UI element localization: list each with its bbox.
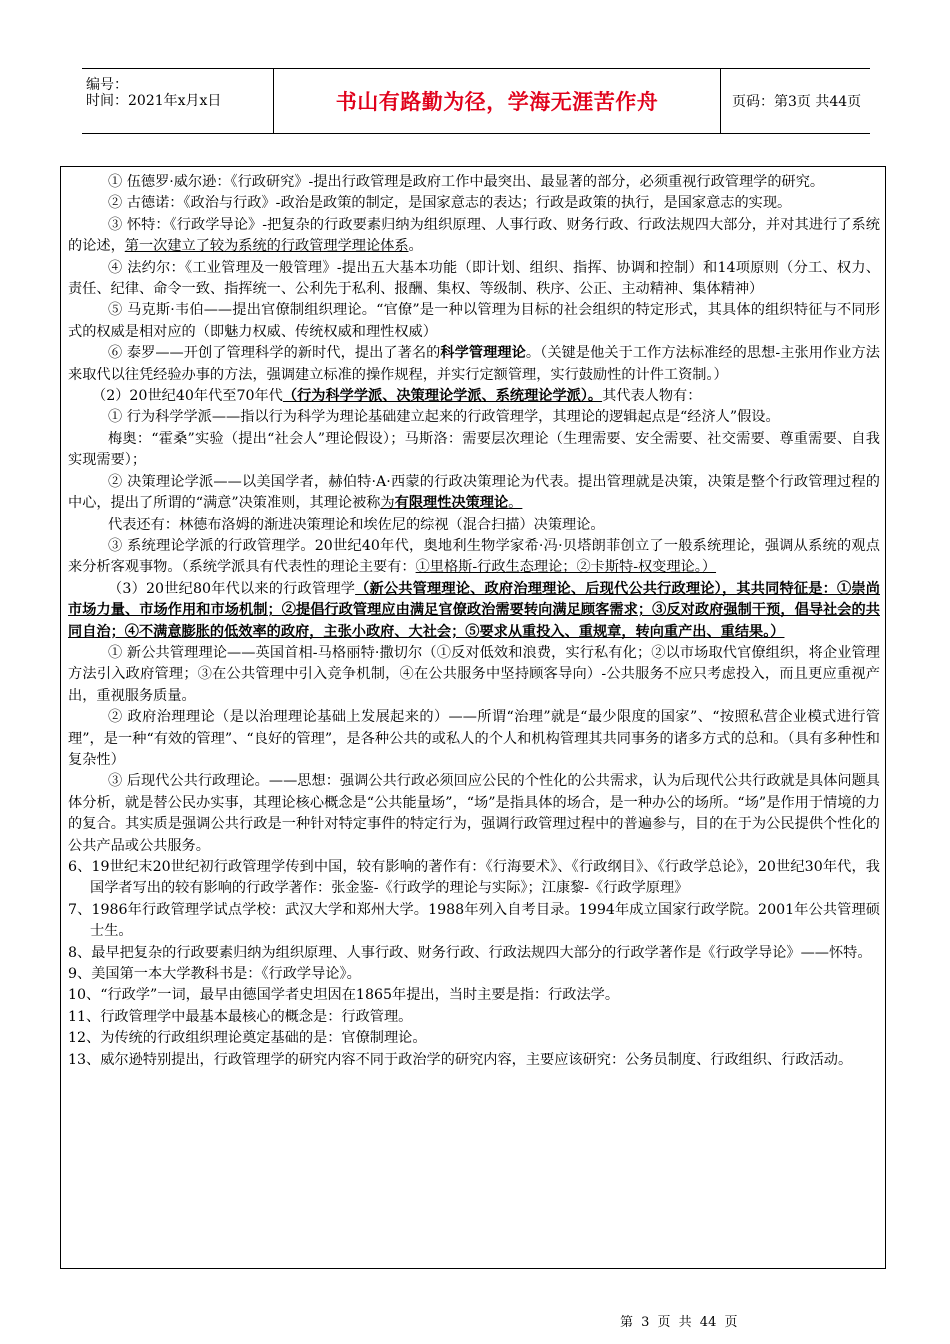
paragraph-fayol: ④ 法约尔：《工业管理及一般管理》-提出五大基本功能（即计划、组织、指挥、协调和控制）和14项原则（分工、权力、责任、纪律、命令一致、指挥统一、公利先于私利、报酬、集权、等级制、秩序、公正、主动精神、集体精神） bbox=[68, 259, 880, 298]
paragraph-white bbox=[68, 215, 880, 258]
header-meta bbox=[82, 69, 274, 133]
list-item-12: 12、为传统的行政组织理论奠定基础的是：官僚制理论。 bbox=[68, 1030, 427, 1047]
bold-underlined-text: 有限理性决策理论 bbox=[394, 495, 509, 512]
paragraph-era-2 bbox=[68, 386, 880, 407]
paragraph-goodnow: ② 古德诺：《政治与行政》-政治是政策的制定，是国家意志的表达；行政是政策的执行，是国家意志的实现。 bbox=[108, 195, 792, 212]
list-item-8: 8、最早把复杂的行政要素归纳为组织原理、人事行政、财务行政、行政法规四大部分的行政学著作是《行政学导论》——怀特。 bbox=[68, 944, 872, 961]
text-run: ② 决策理论学派——以美国学者，赫伯特·A·西蒙的行政决策理论为代表。提出管理就是决策，决策是整个行政管理过程的中心，提出了所谓的“满意”决策准则，其理论被称 bbox=[68, 473, 880, 512]
paragraph-decision bbox=[68, 472, 880, 515]
paragraph-decision-others: 代表还有：林德布洛姆的渐进决策理论和埃佐尼的综视（混合扫描）决策理论。 bbox=[108, 516, 605, 533]
paragraph-postmodern: ③ 后现代公共行政理论。——思想：强调公共行政必须回应公民的个性化的公共需求，认为后现代公共行政就是具体问题具体分析，就是替公民办实事，其理论核心概念是“公共能量场”，“场”是指具体的场合，是一种办公的场所。“场”是作用于情境的力的复合。其实质是强调公共行政是一种针对特定事件的特定行为，强调行政管理过程中的普遍参与，目的在于为公民提供个性化的公共产品或公共服务。 bbox=[68, 773, 880, 854]
text-run: ③ 系统理论学派的行政管理学。20世纪40年代，奥地利生物学家希·冯·贝塔朗菲创立了一般系统理论，强调从系统的观点来分析客观事物。（系统学派具有代表性的理论主要有： bbox=[68, 537, 880, 576]
text-run: 。 bbox=[408, 238, 423, 255]
text-run: 。（关键是他关于工作方法标准经的思想-主张用作业方法来取代以往凭经验办事的方法，强调建立标准的操作规程，并实行定额管理，实行鼓励性的计件工资制。） bbox=[68, 345, 880, 383]
paragraph-behavioral: ① 行为科学学派——指以行为科学为理论基础建立起来的行政管理学，其理论的逻辑起点是“经济人”假设。 bbox=[108, 409, 780, 426]
paragraph-npm: ① 新公共管理理论——英国首相-马格丽特·撒切尔（①反对低效和浪费，实行私有化；②以市场取代官僚组织，将企业管理方法引入政府管理；③在公共管理中引入竞争机制，④在公共服务中坚持顾客导向）-公共服务不应只考虑投入，而且更应重视产出，重视服务质量。 bbox=[68, 644, 880, 704]
list-item-7: 7、1986年行政管理学试点学校：武汉大学和郑州大学。1988年列入自考目录。1994年成立国家行政学院。2001年公共管理硕士生。 bbox=[68, 901, 880, 940]
header-motto-cell bbox=[274, 69, 721, 133]
paragraph-taylor bbox=[68, 343, 880, 386]
list-item-10: 10、“行政学”一词，最早由德国学者史坦因在1865年提出，当时主要是指：行政法学。 bbox=[68, 987, 620, 1004]
list-item-9: 9、美国第一本大学教科书是：《行政学导论》。 bbox=[68, 966, 361, 983]
document-number-label: 编号： bbox=[86, 77, 128, 93]
text-run: 其代表人物有： bbox=[602, 388, 702, 405]
paragraph-governance: ② 政府治理理论（是以治理理论基础上发展起来的）——所谓“治理”就是“最少限度的国家”、“按照私营企业模式进行管理”，是一种“有效的管理”、“良好的管理”，是各种公共的或私人的个人和机构管理其共同事务的诸多方式的总和。（具有多种性和复杂性） bbox=[68, 709, 880, 768]
document-time-label: 时间：2021年x月x日 bbox=[86, 93, 222, 109]
paragraph-weber: ⑤ 马克斯·韦伯——提出官僚制组织理论。“官僚”是一种以管理为目标的社会组织的特定形式，其具体的组织特征与不同形式的权威是相对应的（即魅力权威、传统权威和理性权威） bbox=[68, 302, 880, 340]
bold-text: 科学管理理论 bbox=[440, 345, 526, 362]
underlined-text: 为 bbox=[380, 495, 395, 512]
paragraph-era-3 bbox=[68, 579, 880, 643]
list-item-13: 13、威尔逊特别提出，行政管理学的研究内容不同于政治学的研究内容，主要应该研究：公务员制度、行政组织、行政活动。 bbox=[68, 1051, 853, 1068]
text-run: （2）20世纪40年代至70年代 bbox=[92, 388, 283, 405]
underlined-text: ①里格斯-行政生态理论；②卡斯特-权变理论。） bbox=[415, 559, 717, 576]
text-run: ③ 怀特：《行政学导论》-把复杂的行政要素归纳为组织原理、人事行政、财务行政、行政法规四大部分，并对其进行了系统的论述， bbox=[68, 216, 880, 255]
underlined-text: 第一次建立了较为系统的行政管理学理论体系 bbox=[124, 238, 409, 255]
paragraph-mayo-maslow: 梅奥：“霍桑”实验（提出“社会人”理论假设）；马斯洛：需要层次理论（生理需要、安全需要、社交需要、尊重需要、自我实现需要）； bbox=[68, 430, 880, 469]
header-motto: 书山有路勤为径，学海无涯苦作舟 bbox=[335, 90, 659, 114]
bold-underlined-text: （行为科学学派、决策理论学派、系统理论学派）。 bbox=[282, 388, 603, 405]
paragraph-systems bbox=[68, 536, 880, 579]
page-header bbox=[82, 68, 870, 134]
underlined-text: 。 bbox=[508, 495, 523, 512]
header-page-number: 页码：第3页 共44页 bbox=[732, 94, 862, 110]
document-body bbox=[68, 172, 880, 1071]
bold-underlined-text: （新公共管理理论、政府治理理论、后现代公共行政理论），其共同特征是：①崇尚市场力量、市场作用和市场机制；②提倡行政管理应由满足官僚政治需要转向满足顾客需求；③反对政府强制干预，倡导社会的共同自治；④不满意膨胀的低效率的政府，主张小政府、大社会；⑤要求从重投入、重规章，转向重产出、重结果。） bbox=[68, 580, 880, 640]
list-item-6: 6、19世纪末20世纪初行政管理学传到中国，较有影响的著作有：《行海要术》、《行政纲目》、《行政学总论》，20世纪30年代，我国学者写出的较有影响的行政学著作：张金鉴-《行政学的理论与实际》；江康黎-《行政学原理》 bbox=[68, 859, 880, 897]
text-run: ⑥ 泰罗——开创了管理科学的新时代，提出了著名的 bbox=[108, 345, 441, 362]
page-footer: 第 3 页 共 44 页 bbox=[620, 1315, 738, 1330]
list-item-11: 11、行政管理学中最基本最核心的概念是：行政管理。 bbox=[68, 1008, 413, 1025]
paragraph-wilson: ① 伍德罗·威尔逊：《行政研究》-提出行政管理是政府工作中最突出、最显著的部分，必须重视行政管理学的研究。 bbox=[108, 174, 825, 190]
text-run: （3）20世纪80年代以来的行政管理学 bbox=[108, 580, 356, 597]
